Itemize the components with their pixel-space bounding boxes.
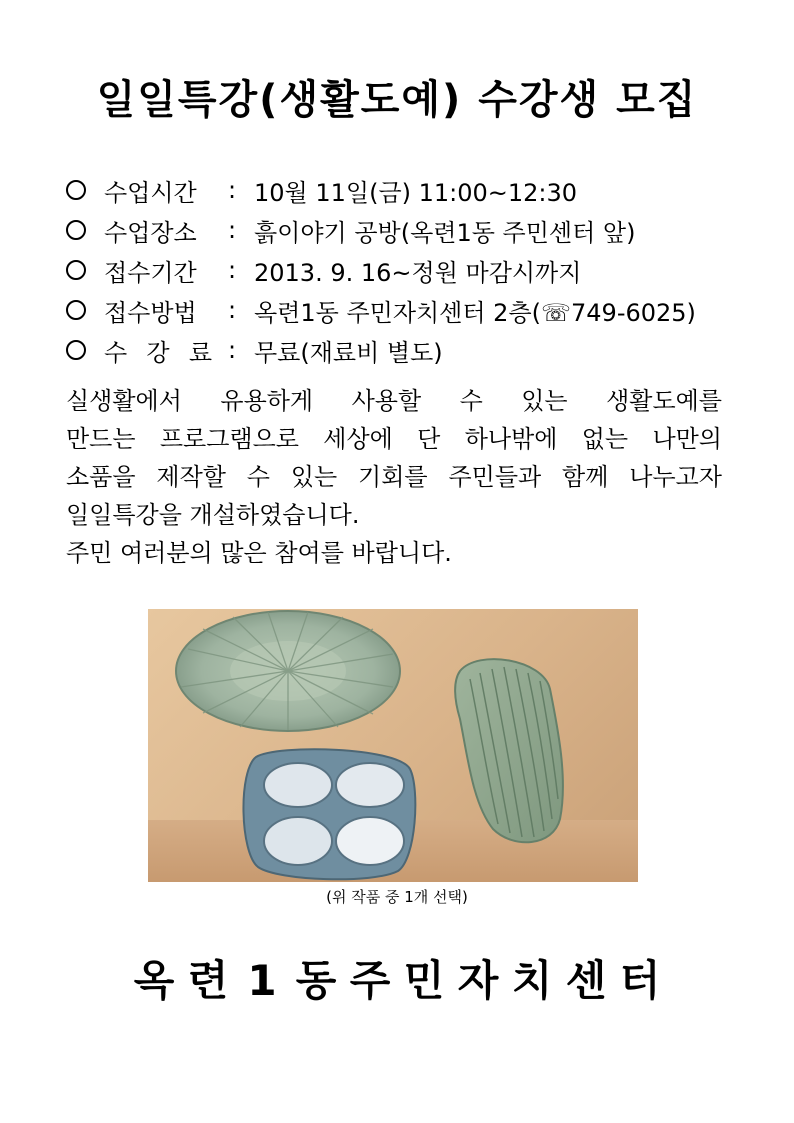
detail-label: 수업시간: [104, 178, 197, 207]
photo-caption: (위 작품 중 1개 선택): [326, 888, 468, 906]
circle-bullet-icon: [66, 300, 86, 320]
intro-line: 실생활에서 유용하게 사용할 수 있는 생활도예를: [66, 387, 722, 415]
detail-value: 10월 11일(금) 11:00~12:30: [254, 178, 578, 207]
intro-paragraph: [66, 382, 722, 572]
footer-organization: 옥 련 1 동 주 민 자 치 센 터: [133, 956, 661, 1005]
pottery-photo: [148, 609, 638, 882]
four-section-dish: [243, 749, 415, 879]
circle-bullet-icon: [66, 180, 86, 200]
page-title: 일일특강(생활도예) 수강생 모집: [96, 77, 698, 123]
circle-bullet-icon: [66, 260, 86, 280]
circle-bullet-icon: [66, 220, 86, 240]
detail-row-period: [66, 250, 696, 290]
detail-label: 접수방법: [104, 298, 197, 327]
pottery-illustration: [148, 609, 638, 882]
detail-value: 흙이야기 공방(옥련1동 주민센터 앞): [254, 218, 636, 247]
long-tray: [455, 659, 563, 842]
intro-line: 주민 여러분의 많은 참여를 바랍니다.: [66, 539, 452, 567]
detail-row-time: [66, 170, 696, 210]
detail-label: 수 강 료: [104, 338, 212, 367]
detail-label: 접수기간: [104, 258, 197, 287]
detail-row-place: [66, 210, 696, 250]
detail-row-method: [66, 290, 696, 330]
intro-line: 소품을 제작할 수 있는 기회를 주민들과 함께 나누고자: [66, 463, 722, 491]
detail-value: 2013. 9. 16~정원 마감시까지: [254, 258, 582, 287]
detail-colon: :: [228, 256, 237, 284]
circle-bullet-icon: [66, 340, 86, 360]
details-list: [66, 170, 696, 370]
detail-label: 수업장소: [104, 218, 197, 247]
detail-value: 옥련1동 주민자치센터 2층(☏749-6025): [254, 298, 696, 327]
intro-line: 만드는 프로그램으로 세상에 단 하나밖에 없는 나만의: [66, 425, 722, 453]
intro-line: 일일특강을 개설하였습니다.: [66, 501, 360, 529]
detail-row-fee: [66, 330, 696, 370]
detail-colon: :: [228, 296, 237, 324]
detail-colon: :: [228, 336, 237, 364]
detail-colon: :: [228, 176, 237, 204]
detail-value: 무료(재료비 별도): [254, 338, 443, 367]
detail-colon: :: [228, 216, 237, 244]
round-plate: [176, 611, 400, 731]
